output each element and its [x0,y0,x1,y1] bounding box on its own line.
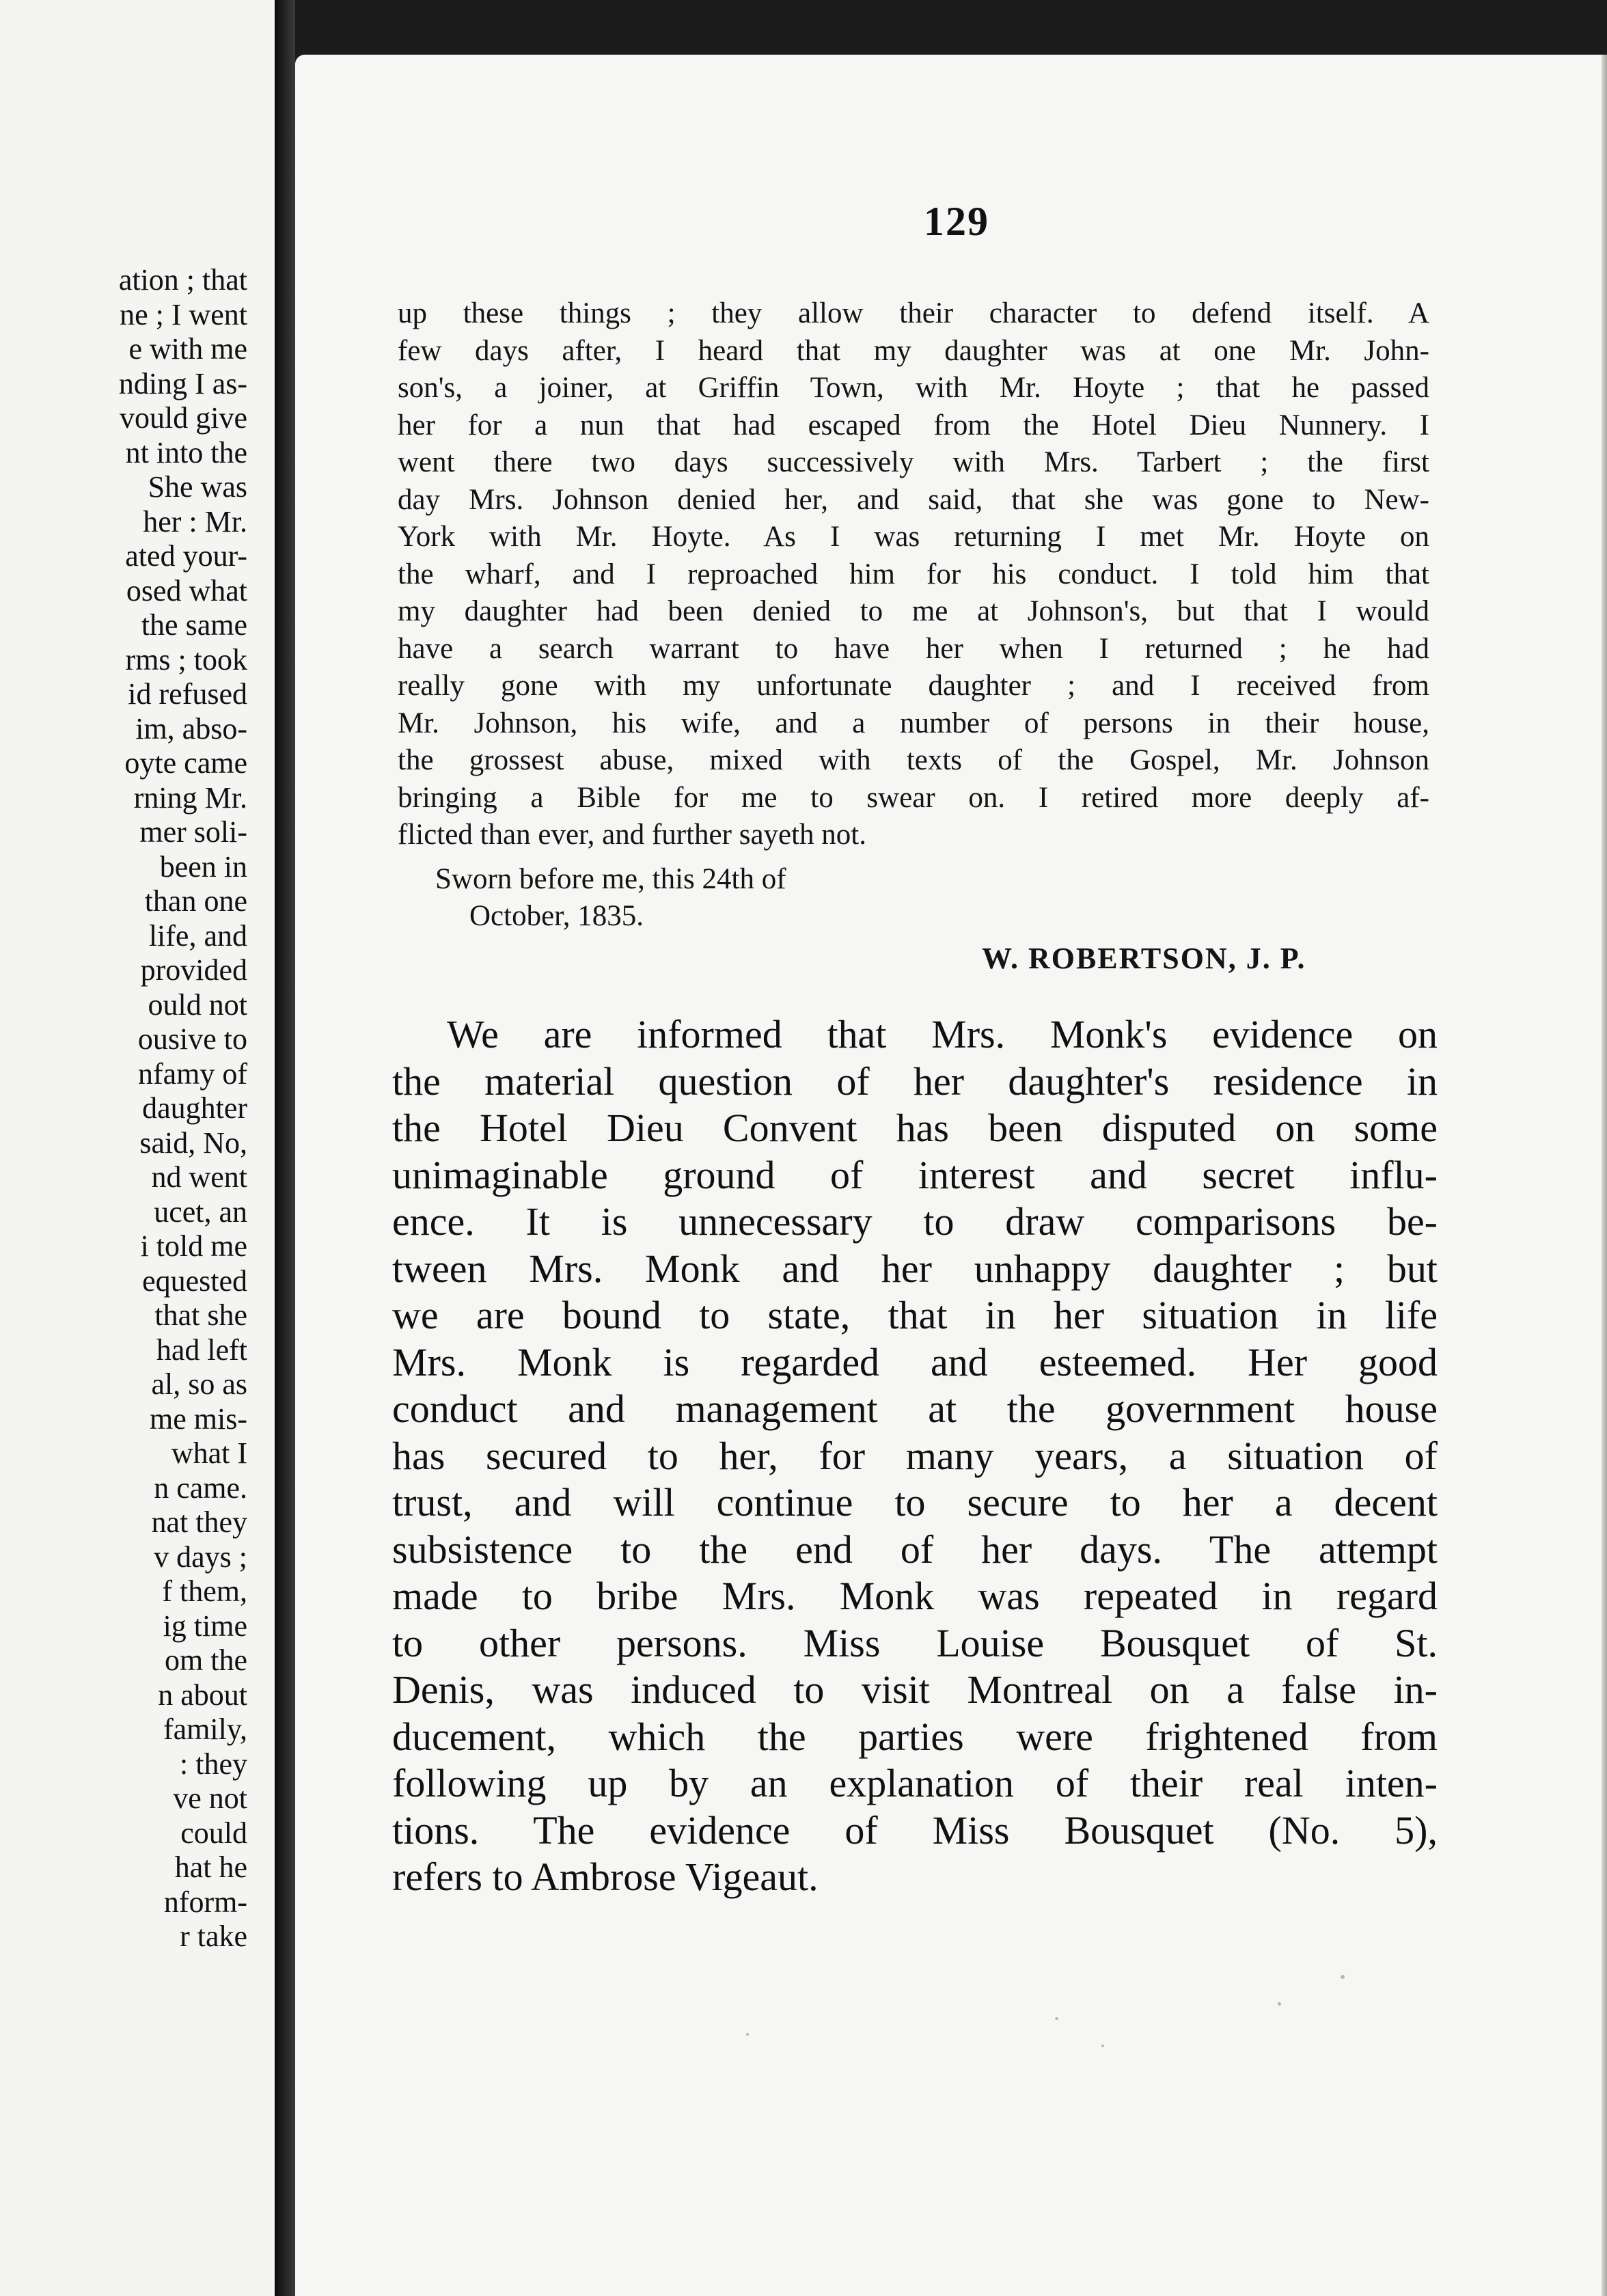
left-page-line: nd went [151,1160,247,1194]
left-page-line: that she [154,1298,247,1332]
affidavit-text [398,295,1429,854]
left-page-line: hat he [174,1850,247,1884]
body-line: has secured to her, for many years, a situation of [392,1433,1438,1478]
page-edge [1602,55,1607,2296]
body-paragraph [392,1011,1438,1901]
left-page-line: She was [148,470,247,504]
left-facing-page [0,0,275,2296]
left-page-line: id refused [128,677,247,711]
body-line: made to bribe Mrs. Monk was repeated in regard [392,1574,1438,1618]
left-page-line: family, [163,1712,247,1746]
left-page-line: me mis- [150,1402,247,1436]
body-line: refers to Ambrose Vigeaut. [392,1855,819,1899]
left-page-line: ould not [148,987,247,1022]
left-page-line: had left [156,1332,247,1367]
affidavit-line: really gone with my unfortunate daughter ; and I received from [398,670,1429,702]
body-line: tween Mrs. Monk and her unhappy daughter ; but [392,1246,1438,1291]
left-page-line: daughter [142,1091,247,1125]
signature: W. ROBERTSON, J. P. [982,942,1306,975]
left-page-line: equested [142,1263,247,1298]
left-page-line: ve not [173,1781,247,1815]
left-page-line: vould give [120,401,247,435]
left-page-line: said, No, [139,1125,247,1160]
book-gutter [275,0,295,2296]
body-line: unimaginable ground of interest and secret influ- [392,1152,1438,1197]
left-page-line: the same [141,608,247,642]
paper-speck [746,2033,749,2036]
body-line: ducement, which the parties were frightened from [392,1714,1438,1759]
affidavit-line: flicted than ever, and further sayeth not. [398,819,867,851]
sworn-statement [435,861,786,935]
left-page-line: nat they [151,1505,247,1539]
left-page-line: im, abso- [135,711,247,746]
left-page-line: mer soli- [139,815,247,849]
body-line: ence. It is unnecessary to draw comparisons be- [392,1199,1438,1244]
paper-speck [1278,2002,1281,2006]
left-page-line: rms ; took [125,642,247,676]
left-page-line: life, and [148,918,247,953]
left-page-line: r take [180,1919,247,1953]
left-page-line: provided [140,953,247,987]
left-page-line: ousive to [137,1022,247,1056]
affidavit-line: her for a nun that had escaped from the Hotel Dieu Nunnery. I [398,409,1429,441]
page-number: 129 [924,199,989,244]
left-page-line: nding I as- [118,366,247,400]
paper-speck [1055,2017,1058,2020]
body-line: the material question of her daughter's residence in [392,1058,1438,1104]
left-page-line: osed what [126,573,247,607]
left-page-line: i told me [140,1229,247,1263]
body-line: tions. The evidence of Miss Bousquet (No. 5), [392,1807,1438,1853]
paper-speck [1101,2045,1104,2047]
left-page-line: rning Mr. [133,780,247,815]
left-page-line: oyte came [124,746,247,780]
left-page-line: f them, [162,1574,247,1608]
affidavit-line: bringing a Bible for me to swear on. I retired more deeply af- [398,781,1429,814]
body-line: We are informed that Mrs. Monk's evidence on [447,1012,1438,1056]
affidavit-line: up these things ; they allow their character to defend itself. A [398,297,1429,329]
left-page-text-column [119,263,247,1954]
left-page-line: n about [158,1678,247,1712]
right-page [295,55,1607,2296]
sworn-line: Sworn before me, this 24th of [435,863,786,895]
affidavit-line: son's, a joiner, at Griffin Town, with Mr. Hoyte ; that he passed [398,372,1429,404]
body-line: Denis, was induced to visit Montreal on a false in- [392,1667,1438,1712]
body-line: subsistence to the end of her days. The attempt [392,1527,1438,1572]
paper-speck [1341,1975,1345,1979]
left-page-line: nt into the [125,435,247,469]
left-page-line: ig time [163,1609,247,1643]
left-page-line: v days ; [154,1540,247,1574]
left-page-line: om the [165,1643,247,1677]
left-page-line: : they [180,1747,247,1781]
left-page-line: could [180,1816,247,1850]
body-line: we are bound to state, that in her situation in life [392,1293,1438,1337]
left-page-line: what I [171,1436,247,1470]
body-line: Mrs. Monk is regarded and esteemed. Her good [392,1339,1438,1384]
affidavit-line: few days after, I heard that my daughter was at one Mr. John- [398,334,1429,367]
left-page-line: her : Mr. [143,504,247,538]
body-line: trust, and will continue to secure to her a decent [392,1480,1438,1525]
left-page-line: al, so as [151,1367,247,1401]
left-page-line: ne ; I went [120,297,247,331]
affidavit-line: the grossest abuse, mixed with texts of the Gospel, Mr. Johnson [398,744,1429,776]
body-line: conduct and management at the government house [392,1386,1438,1431]
affidavit-line: have a search warrant to have her when I returned ; he had [398,632,1429,665]
sworn-date-line: October, 1835. [469,900,644,932]
left-page-line: than one [144,884,247,918]
left-page-line: nfamy of [137,1056,247,1091]
left-page-line: ucet, an [154,1194,247,1229]
left-page-line: e with me [128,332,247,366]
body-line: the Hotel Dieu Convent has been disputed on some [392,1106,1438,1150]
left-page-line: ation ; that [118,263,247,297]
affidavit-line: York with Mr. Hoyte. As I was returning I met Mr. Hoyte on [398,521,1429,553]
left-page-line: n came. [154,1471,247,1505]
affidavit-line: day Mrs. Johnson denied her, and said, that she was gone to New- [398,483,1429,516]
affidavit-line: went there two days successively with Mrs. Tarbert ; the first [398,446,1429,478]
affidavit-line: Mr. Johnson, his wife, and a number of persons in their house, [398,707,1429,739]
left-page-line: been in [159,849,247,884]
body-line: to other persons. Miss Louise Bousquet of St. [392,1620,1438,1665]
left-page-line: nform- [163,1885,247,1919]
body-line: following up by an explanation of their real inten- [392,1761,1438,1805]
left-page-line: ated your- [125,539,247,573]
affidavit-line: my daughter had been denied to me at Johnson's, but that I would [398,595,1429,627]
affidavit-line: the wharf, and I reproached him for his conduct. I told him that [398,558,1429,590]
